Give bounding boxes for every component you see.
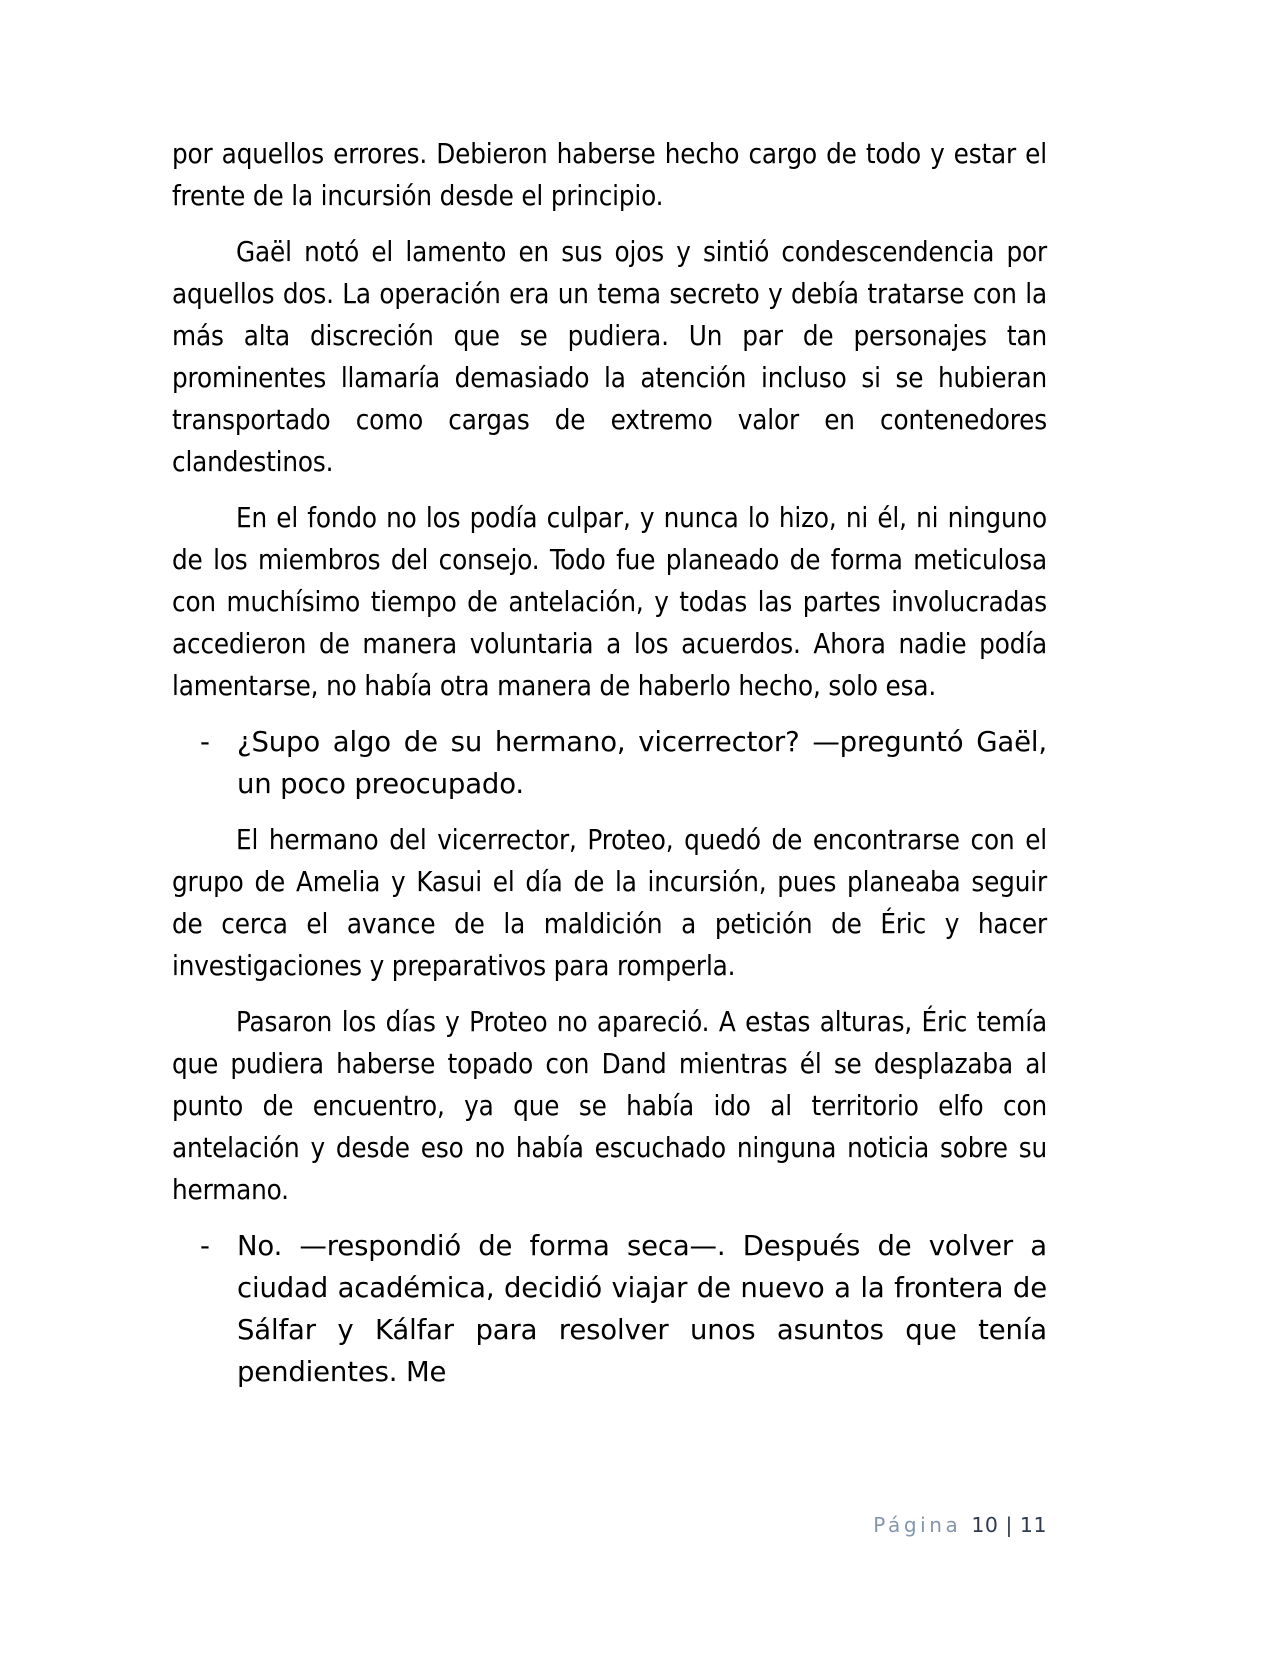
dialogue-list-item-2 bbox=[172, 1225, 1047, 1393]
document-body bbox=[172, 133, 1047, 1407]
dialogue-list-item-1 bbox=[172, 721, 1047, 805]
paragraph-4: El hermano del vicerrector, Proteo, quedó de encontrarse con el grupo de Amelia y Kasui el día de la incursión, pues planeaba seguir de cerca el avance de la maldición a petición de Éric y hacer investigaciones y preparativos para romperla. bbox=[172, 824, 1047, 982]
paragraph-5: Pasaron los días y Proteo no apareció. A estas alturas, Éric temía que pudiera haberse topado con Dand mientras él se desplazaba al punto de encuentro, ya que se había ido al territorio elfo con antelación y desde eso no había escuchado ninguna noticia sobre su hermano. bbox=[172, 1006, 1047, 1206]
paragraph-3: En el fondo no los podía culpar, y nunca lo hizo, ni él, ni ninguno de los miembros del consejo. Todo fue planeado de forma meticulosa con muchísimo tiempo de antelación, y todas las partes involucradas accedieron de manera voluntaria a los acuerdos. Ahora nadie podía lamentarse, no había otra manera de haberlo hecho, solo esa. bbox=[172, 502, 1047, 702]
list-marker-hyphen: - bbox=[200, 726, 210, 758]
paragraph-1: por aquellos errores. Debieron haberse hecho cargo de todo y estar el frente de la incursión desde el principio. bbox=[172, 138, 1047, 212]
paragraph-2: Gaël notó el lamento en sus ojos y sintió condescendencia por aquellos dos. La operación era un tema secreto y debía tratarse con la más alta discreción que se pudiera. Un par de personajes tan prominentes llamaría demasiado la atención incluso si se hubieran transportado como cargas de extremo valor en contenedores clandestinos. bbox=[172, 236, 1047, 478]
footer-page-label: Página bbox=[873, 1513, 972, 1537]
page-footer bbox=[172, 1512, 1047, 1538]
dialogue-text-2: No. —respondió de forma seca—. Después de volver a ciudad académica, decidió viajar de nuevo a la frontera de Sálfar y Kálfar para resolver unos asuntos que tenía pendientes. Me bbox=[237, 1230, 1047, 1388]
footer-page-numbers: 10 | 11 bbox=[971, 1513, 1047, 1537]
dialogue-text-1: ¿Supo algo de su hermano, vicerrector? —preguntó Gaël, un poco preocupado. bbox=[237, 726, 1047, 800]
list-marker-hyphen: - bbox=[200, 1230, 210, 1262]
